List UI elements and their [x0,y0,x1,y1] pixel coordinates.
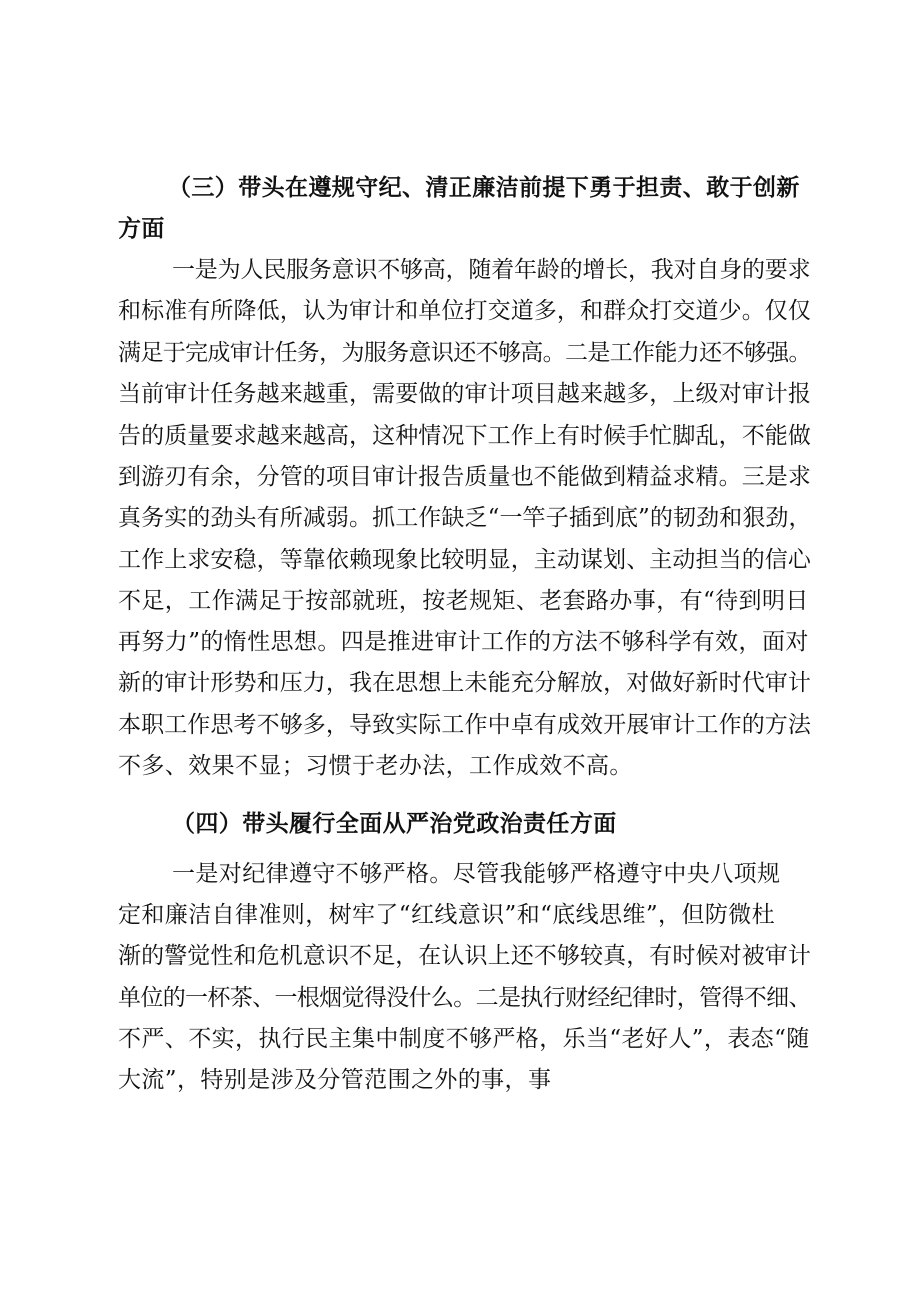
section-4-body-line-3: 渐的警觉性和危机意识不足，在认识上还不够较真，有时候对被审计 [118,943,811,969]
section-4-body-line-6: 大流”，特别是涉及分管范围之外的事，事 [118,1067,552,1093]
section-4-heading: （四）带头履行全面从严治党政治责任方面 [172,811,617,837]
section-3-body-line-9: 不足，工作满足于按部就班，按老规矩、老套路办事，有“待到明日 [118,588,809,614]
section-3-heading-line-2: 方面 [118,216,165,242]
section-3-heading-line-1: （三）带头在遵规守纪、清正廉洁前提下勇于担责、敢于创新 [168,175,800,201]
section-3-body-line-1: 一是为人民服务意识不够高，随着年龄的增长，我对自身的要求 [172,257,811,283]
section-3-body-line-2: 和标准有所降低，认为审计和单位打交道多，和群众打交道少。仅仅 [118,298,811,324]
section-3-body-line-3: 满足于完成审计任务，为服务意识还不够高。二是工作能力还不够强。 [118,340,811,366]
section-3-body-line-12: 本职工作思考不够多，导致实际工作中卓有成效开展审计工作的方法 [118,712,811,738]
section-3-body-line-5: 告的质量要求越来越高，这种情况下工作上有时候手忙脚乱，不能做 [118,423,811,449]
section-3-body-line-6: 到游刃有余，分管的项目审计报告质量也不能做到精益求精。三是求 [118,464,811,490]
section-3-body-line-8: 工作上求安稳，等靠依赖现象比较明显，主动谋划、主动担当的信心 [118,547,811,573]
section-3-body-line-10: 再努力”的惰性思想。四是推进审计工作的方法不够科学有效，面对 [118,629,809,655]
section-3-body-line-11: 新的审计形势和压力，我在思想上未能充分解放，对做好新时代审计 [118,670,811,696]
section-3-body-line-7: 真务实的劲头有所减弱。抓工作缺乏“一竿子插到底”的韧劲和狠劲， [118,505,812,531]
section-4-body-line-4: 单位的一杯茶、一根烟觉得没什么。二是执行财经纪律时，管得不细、 [118,985,811,1011]
section-3-body-line-4: 当前审计任务越来越重，需要做的审计项目越来越多，上级对审计报 [118,381,811,407]
section-4-body-line-2: 定和廉洁自律准则，树牢了“红线意识”和“底线思维”，但防微杜 [118,902,776,928]
section-4-body-line-1: 一是对纪律遵守不够严格。尽管我能够严格遵守中央八项规 [172,861,781,887]
section-3-body-line-13: 不多、效果不显；习惯于老办法，工作成效不高。 [118,753,633,779]
section-4-body-line-5: 不严、不实，执行民主集中制度不够严格，乐当“老好人”，表态“随 [118,1026,810,1052]
